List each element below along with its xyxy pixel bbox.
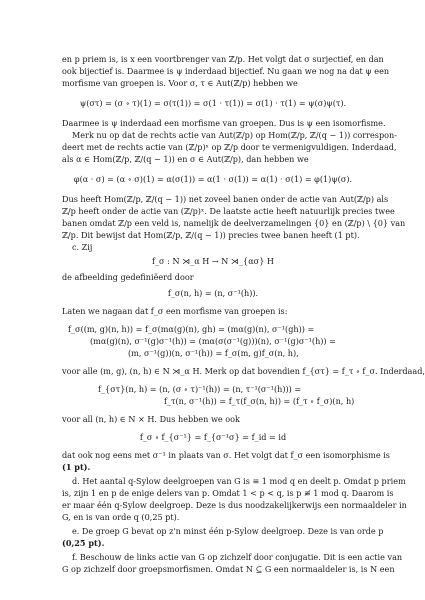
equation-f-sigma-def: f_σ : N ⋊_α H → N ⋊_{ασ} H (152, 256, 274, 266)
text-line: deert met de rechts actie van (ℤ/p)ˣ op ℤ/p door te vermenigvuldigen. Inderdaad, (62, 142, 397, 152)
text-line: als α ∈ Hom(ℤ/p, ℤ/(q − 1)) en σ ∈ Aut(ℤ/p), dan hebben we (62, 154, 309, 164)
text-line: ℤ/p. Dit bewijst dat Hom(ℤ/p, ℤ/(q − 1)) precies twee banen heeft (1 pt). (62, 230, 360, 240)
text-line: de afbeelding gedefiniëerd door (62, 272, 194, 282)
text-line: (1 pt). (62, 462, 91, 472)
text-line: dat ook nog eens met σ⁻¹ in plaats van σ. Het volgt dat f_σ een isomorphisme is (62, 450, 390, 460)
text-line: morfisme van groepen is. Voor σ, τ ∈ Aut(ℤ/p) hebben we (62, 78, 298, 88)
section-d-text: d. Het aantal q-Sylow deelgroepen van G is ≡ 1 mod q en deelt p. Omdat p priem (72, 476, 406, 486)
text-line: Dus heeft Hom(ℤ/p, ℤ/(q − 1)) net zoveel banen onder de actie van Aut(ℤ/p) als (62, 194, 389, 204)
text-line: ook bijectief is. Daarmee is ψ inderdaad bijectief. Nu gaan we nog na dat ψ een (62, 66, 390, 76)
text-line: ℤ/p heeft onder de actie van (ℤ/p)ˣ. De laatste actie heeft natuurlijk precies twee (62, 206, 395, 216)
text-line: Laten we nagaan dat f_σ een morfisme van groepen is: (62, 306, 288, 316)
equation-morphism-3: (m, σ⁻¹(g))(n, σ⁻¹(h)) = f_σ(m, g)f_σ(n, h), (128, 348, 299, 358)
equation-psi: ψ(στ) = (σ ∘ τ)(1) = σ(τ(1)) = σ(1 · τ(1)) = σ(1) · τ(1) = ψ(σ)ψ(τ). (79, 98, 347, 108)
equation-identity: f_σ ∘ f_{σ⁻¹} = f_{σ⁻¹σ} = f_id = id (139, 432, 287, 442)
text-line: G op zichzelf door groepsmorfismen. Omdat N ⊆ G een normaaldeler is, is N een (62, 564, 395, 574)
text-line: en p priem is, is x een voortbrenger van ℤ/p. Het volgt dat σ surjectief, en dan (62, 54, 384, 64)
section-c-label: c. Zij (72, 242, 93, 252)
text-line: Merk nu op dat de rechts actie van Aut(ℤ/p) op Hom(ℤ/p, ℤ/(q − 1)) correspon- (72, 130, 397, 140)
text-line: Daarmee is ψ inderdaad een morfisme van groepen. Dus is ψ een isomorfisme. (62, 118, 386, 128)
section-f-text: f. Beschouw de links actie van G op zichzelf door conjugatie. Dit is een actie van (72, 552, 403, 562)
text-line: voor alle (m, g), (n, h) ∈ N ⋊_α H. Merk op dat bovendien f_{στ} = f_τ ∘ f_σ. Inderdaad, (62, 366, 425, 376)
text-line: G, en is van orde q (0,25 pt). (62, 512, 180, 522)
equation-morphism-2: (mα(g)(n), σ⁻¹(g)σ⁻¹(h)) = (mα(σ(σ⁻¹(g)))(n), σ⁻¹(g)σ⁻¹(h)) = (90, 336, 336, 346)
equation-f-sigma-map: f_σ(n, h) = (n, σ⁻¹(h)). (167, 288, 259, 298)
equation-composition-2: f_τ(n, σ⁻¹(h)) = f_τ(f_σ(n, h)) = (f_τ ∘ f_σ)(n, h) (164, 396, 355, 406)
text-line: voor all (n, h) ∈ N × H. Dus hebben we ook (62, 414, 240, 424)
section-e-text: e. De groep G bevat op z'n minst één p-Sylow deelgroep. Deze is van orde p (72, 526, 384, 536)
text-line: is, zijn 1 en p de enige delers van p. Omdat 1 < p < q, is p ≢ 1 mod q. Daarom is (62, 488, 394, 498)
equation-composition-1: f_{στ}(n, h) = (n, (σ ∘ τ)⁻¹(h)) = (n, τ⁻¹(σ⁻¹(h))) = (98, 384, 302, 394)
text-line: er maar één q-Sylow deelgroep. Deze is dus noodzakelijkerwijs een normaaldeler in (62, 500, 407, 510)
text-line: (0,25 pt). (62, 538, 105, 548)
equation-phi: φ(α · σ) = (α ∘ σ)(1) = α(σ(1)) = α(1 · σ(1)) = α(1) · σ(1) = φ(1)ψ(σ). (73, 174, 353, 184)
equation-morphism-1: f_σ((m, g)(n, h)) = f_σ(mα(g)(n), gh) = (mα(g)(n), σ⁻¹(gh)) = (68, 324, 315, 334)
text-line: banen omdat ℤ/p een veld is, namelijk de deelverzamelingen {0} en (ℤ/p) \ {0} van (62, 218, 406, 228)
